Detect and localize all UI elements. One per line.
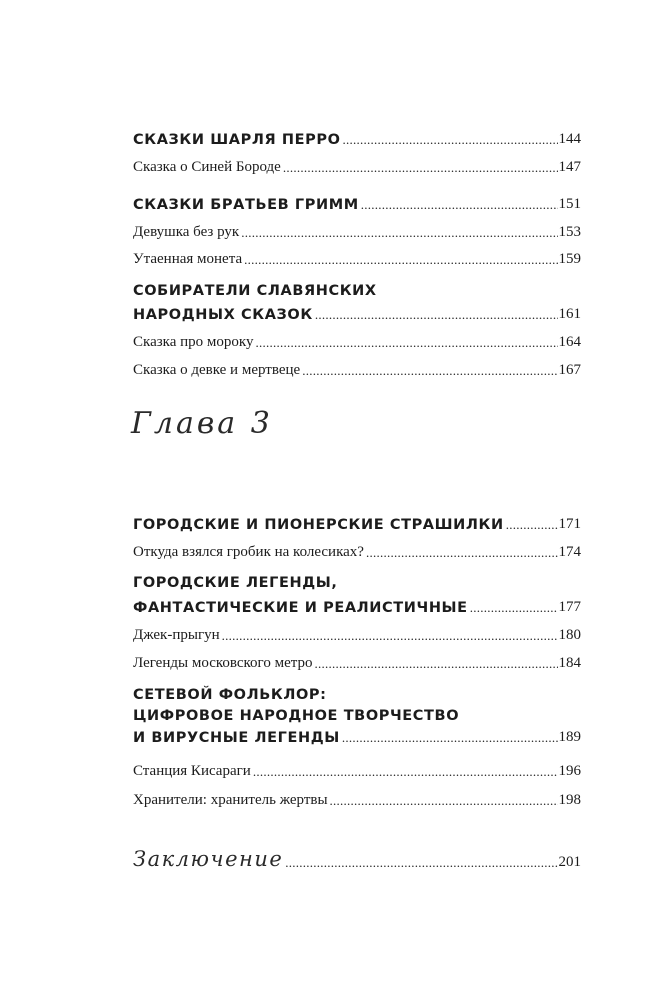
toc-entry-title: Станция Кисараги [133,763,251,779]
dot-leader [330,795,558,805]
toc-entry-title: Утаенная монета [133,251,243,267]
toc-entry-page: 196 [558,763,581,779]
toc-entry-title: ФАНТАСТИЧЕСКИЕ И РЕАЛИСТИЧНЫЕ [133,600,468,616]
toc-entry-network-folklore[interactable] [133,724,581,746]
toc-entry-coffin-on-wheels[interactable] [133,539,581,561]
toc-entry-title: НАРОДНЫХ СКАЗОК [133,307,313,323]
toc-entry-page: 201 [558,854,581,870]
dot-leader [222,630,558,640]
toc-entry-page: 167 [558,362,581,378]
toc-entry-page: 180 [558,627,581,643]
toc-entry-title: Сказка о девке и мертвеце [133,362,301,378]
dot-leader [366,547,558,557]
toc-entry-page: 153 [558,224,581,240]
dot-leader [343,134,558,144]
toc-entry-page: 189 [558,729,581,745]
toc-entry-page: 177 [558,599,581,615]
toc-entry-hidden-coin[interactable] [133,246,581,268]
toc-entry-page: 171 [558,516,581,532]
toc-entry-conclusion[interactable] [133,845,581,871]
toc-entry-title: Сказка о Синей Бороде [133,159,281,175]
toc-entry-moscow-metro[interactable] [133,650,581,672]
toc-entry-slavic-collectors[interactable] [133,301,581,323]
toc-entry-page: 198 [558,792,581,808]
toc-entry-grimm[interactable] [133,191,581,213]
toc-entry-keepers[interactable] [133,787,581,809]
dot-leader [506,519,558,529]
toc-entry-page: 164 [558,334,581,350]
toc-entry-perrault[interactable] [133,126,581,148]
toc-entry-page: 159 [558,251,581,267]
toc-entry-page: 144 [558,131,581,147]
dot-leader [241,227,557,237]
toc-entry-title: Сказка про мороку [133,334,254,350]
dot-leader [314,658,557,668]
toc-entry-blue-beard[interactable] [133,154,581,176]
toc-entry-title: СКАЗКИ ШАРЛЯ ПЕРРО [133,132,341,148]
toc-entry-title: Легенды московского метро [133,655,313,671]
dot-leader [315,309,558,319]
dot-leader [253,766,558,776]
toc-entry-moroka[interactable] [133,329,581,351]
toc-entry-page: 147 [558,159,581,175]
toc-entry-title: Джек-прыгун [133,627,220,643]
dot-leader [361,199,558,209]
toc-entry-title: И ВИРУСНЫЕ ЛЕГЕНДЫ [133,730,340,746]
dot-leader [302,365,557,375]
toc-entry-title-line: ГОРОДСКИЕ ЛЕГЕНДЫ, [133,575,338,591]
toc-entry-page: 151 [558,196,581,212]
toc-entry-title-line: СОБИРАТЕЛИ СЛАВЯНСКИХ [133,283,377,299]
toc-entry-urban-legends[interactable] [133,594,581,616]
toc-entry-girl-and-dead-man[interactable] [133,357,581,379]
toc-entry-title-line: ЦИФРОВОЕ НАРОДНОЕ ТВОРЧЕСТВО [133,708,460,724]
toc-entry-title: Девушка без рук [133,224,240,240]
toc-entry-spring-heeled-jack[interactable] [133,622,581,644]
toc-entry-title: Откуда взялся гробик на колесиках? [133,544,364,560]
toc-entry-page: 161 [558,306,581,322]
dot-leader [244,254,557,264]
toc-entry-handless-maiden[interactable] [133,219,581,241]
toc-entry-kisaragi-station[interactable] [133,758,581,780]
dot-leader [470,602,558,612]
toc-entry-page: 184 [558,655,581,671]
toc-entry-title: СКАЗКИ БРАТЬЕВ ГРИММ [133,197,359,213]
dot-leader [255,337,557,347]
dot-leader [342,732,558,742]
toc-entry-title-line: СЕТЕВОЙ ФОЛЬКЛОР: [133,687,327,703]
toc-entry-title: Хранители: хранитель жертвы [133,792,328,808]
toc-entry-page: 174 [558,544,581,560]
chapter-heading: Глава 3 [131,406,273,441]
dot-leader [285,857,557,867]
toc-entry-title: Заключение [133,847,284,871]
toc-entry-title: ГОРОДСКИЕ И ПИОНЕРСКИЕ СТРАШИЛКИ [133,517,504,533]
toc-entry-urban-scary-stories[interactable] [133,511,581,533]
dot-leader [283,162,558,172]
